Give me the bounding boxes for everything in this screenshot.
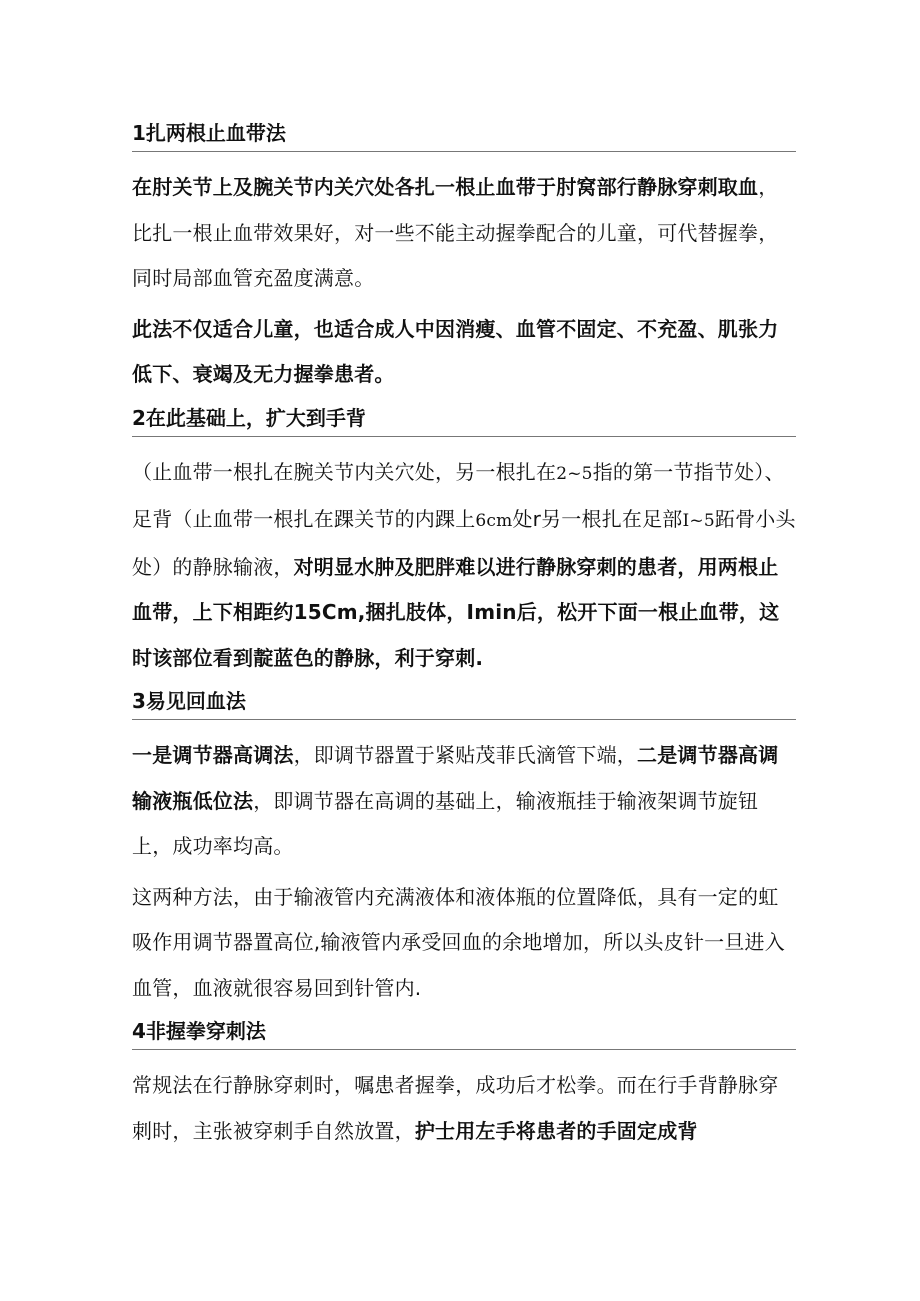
section-1-paragraph-2 xyxy=(132,307,796,398)
bold-text: 二是调节器高调输液瓶低位法 xyxy=(132,743,779,813)
section-3-paragraph-2 xyxy=(132,875,796,1012)
serif-text: I~5 xyxy=(682,511,715,531)
normal-text: 指的第一节指节处）、足背（止血带一根扎在踝关节的内踝上 xyxy=(132,459,785,531)
bold-text: 护士用左手将患者的手固定成背 xyxy=(414,1118,698,1143)
normal-text: ，即调节器在高调的基础上，输液瓶挂于输液架调节旋钮上，成功率均高。 xyxy=(132,788,759,858)
bold-text: 对明显水肿及肥胖难以进行静脉穿刺的患者，用两根止血带，上下相距约15Cm,捆扎肢体，Imin后，松开下面一根止血带，这时该部位看到靛蓝色的静脉，利于穿刺. xyxy=(132,554,780,670)
normal-text: （止血带一根扎在腕关节内关穴处，另一根扎在 xyxy=(132,459,557,484)
normal-text: 跖骨小头处）的静脉输液， xyxy=(132,507,796,579)
normal-text: 常规法在行静脉穿刺时，嘱患者握拳，成功后才松拳。而在行手背静脉穿刺时，主张被穿刺手自然放置， xyxy=(132,1073,779,1143)
bold-text: 此法不仅适合儿童，也适合成人中因消瘦、血管不固定、不充盈、肌张力低下、衰竭及无力握拳患者。 xyxy=(132,316,779,386)
bold-text: 一是调节器高调法 xyxy=(132,743,294,767)
normal-text: 处r另一根扎在足部 xyxy=(512,507,683,531)
serif-text: 2~5 xyxy=(556,463,593,484)
section-heading-3: 3易见回血法 xyxy=(132,686,796,720)
section-3-paragraph-1 xyxy=(132,733,796,870)
bold-text: 在肘关节上及腕关节内关穴处各扎一根止血带于肘窝部行静脉穿刺取血 xyxy=(132,175,759,199)
normal-text: ，比扎一根止血带效果好，对一些不能主动握拳配合的儿童，可代替握拳，同时局部血管充盈度满意。 xyxy=(132,175,779,290)
document-page xyxy=(132,118,796,1159)
section-1-paragraph-1 xyxy=(132,165,796,302)
normal-text: ，即调节器置于紧贴茂菲氏滴管下端， xyxy=(293,743,638,767)
section-2-paragraph-1 xyxy=(132,450,796,682)
serif-text: 6cm xyxy=(475,511,513,531)
section-4-paragraph-1 xyxy=(132,1063,796,1154)
normal-text: 这两种方法，由于输液管内充满液体和液体瓶的位置降低，具有一定的虹吸作用调节器置高位,输液管内承受回血的余地增加，所以头皮针一旦进入血管，血液就很容易回到针管内. xyxy=(132,884,785,1000)
section-heading-4: 4非握拳穿刺法 xyxy=(132,1016,796,1050)
section-heading-2: 2在此基础上，扩大到手背 xyxy=(132,403,796,437)
section-heading-1: 1扎两根止血带法 xyxy=(132,118,796,152)
